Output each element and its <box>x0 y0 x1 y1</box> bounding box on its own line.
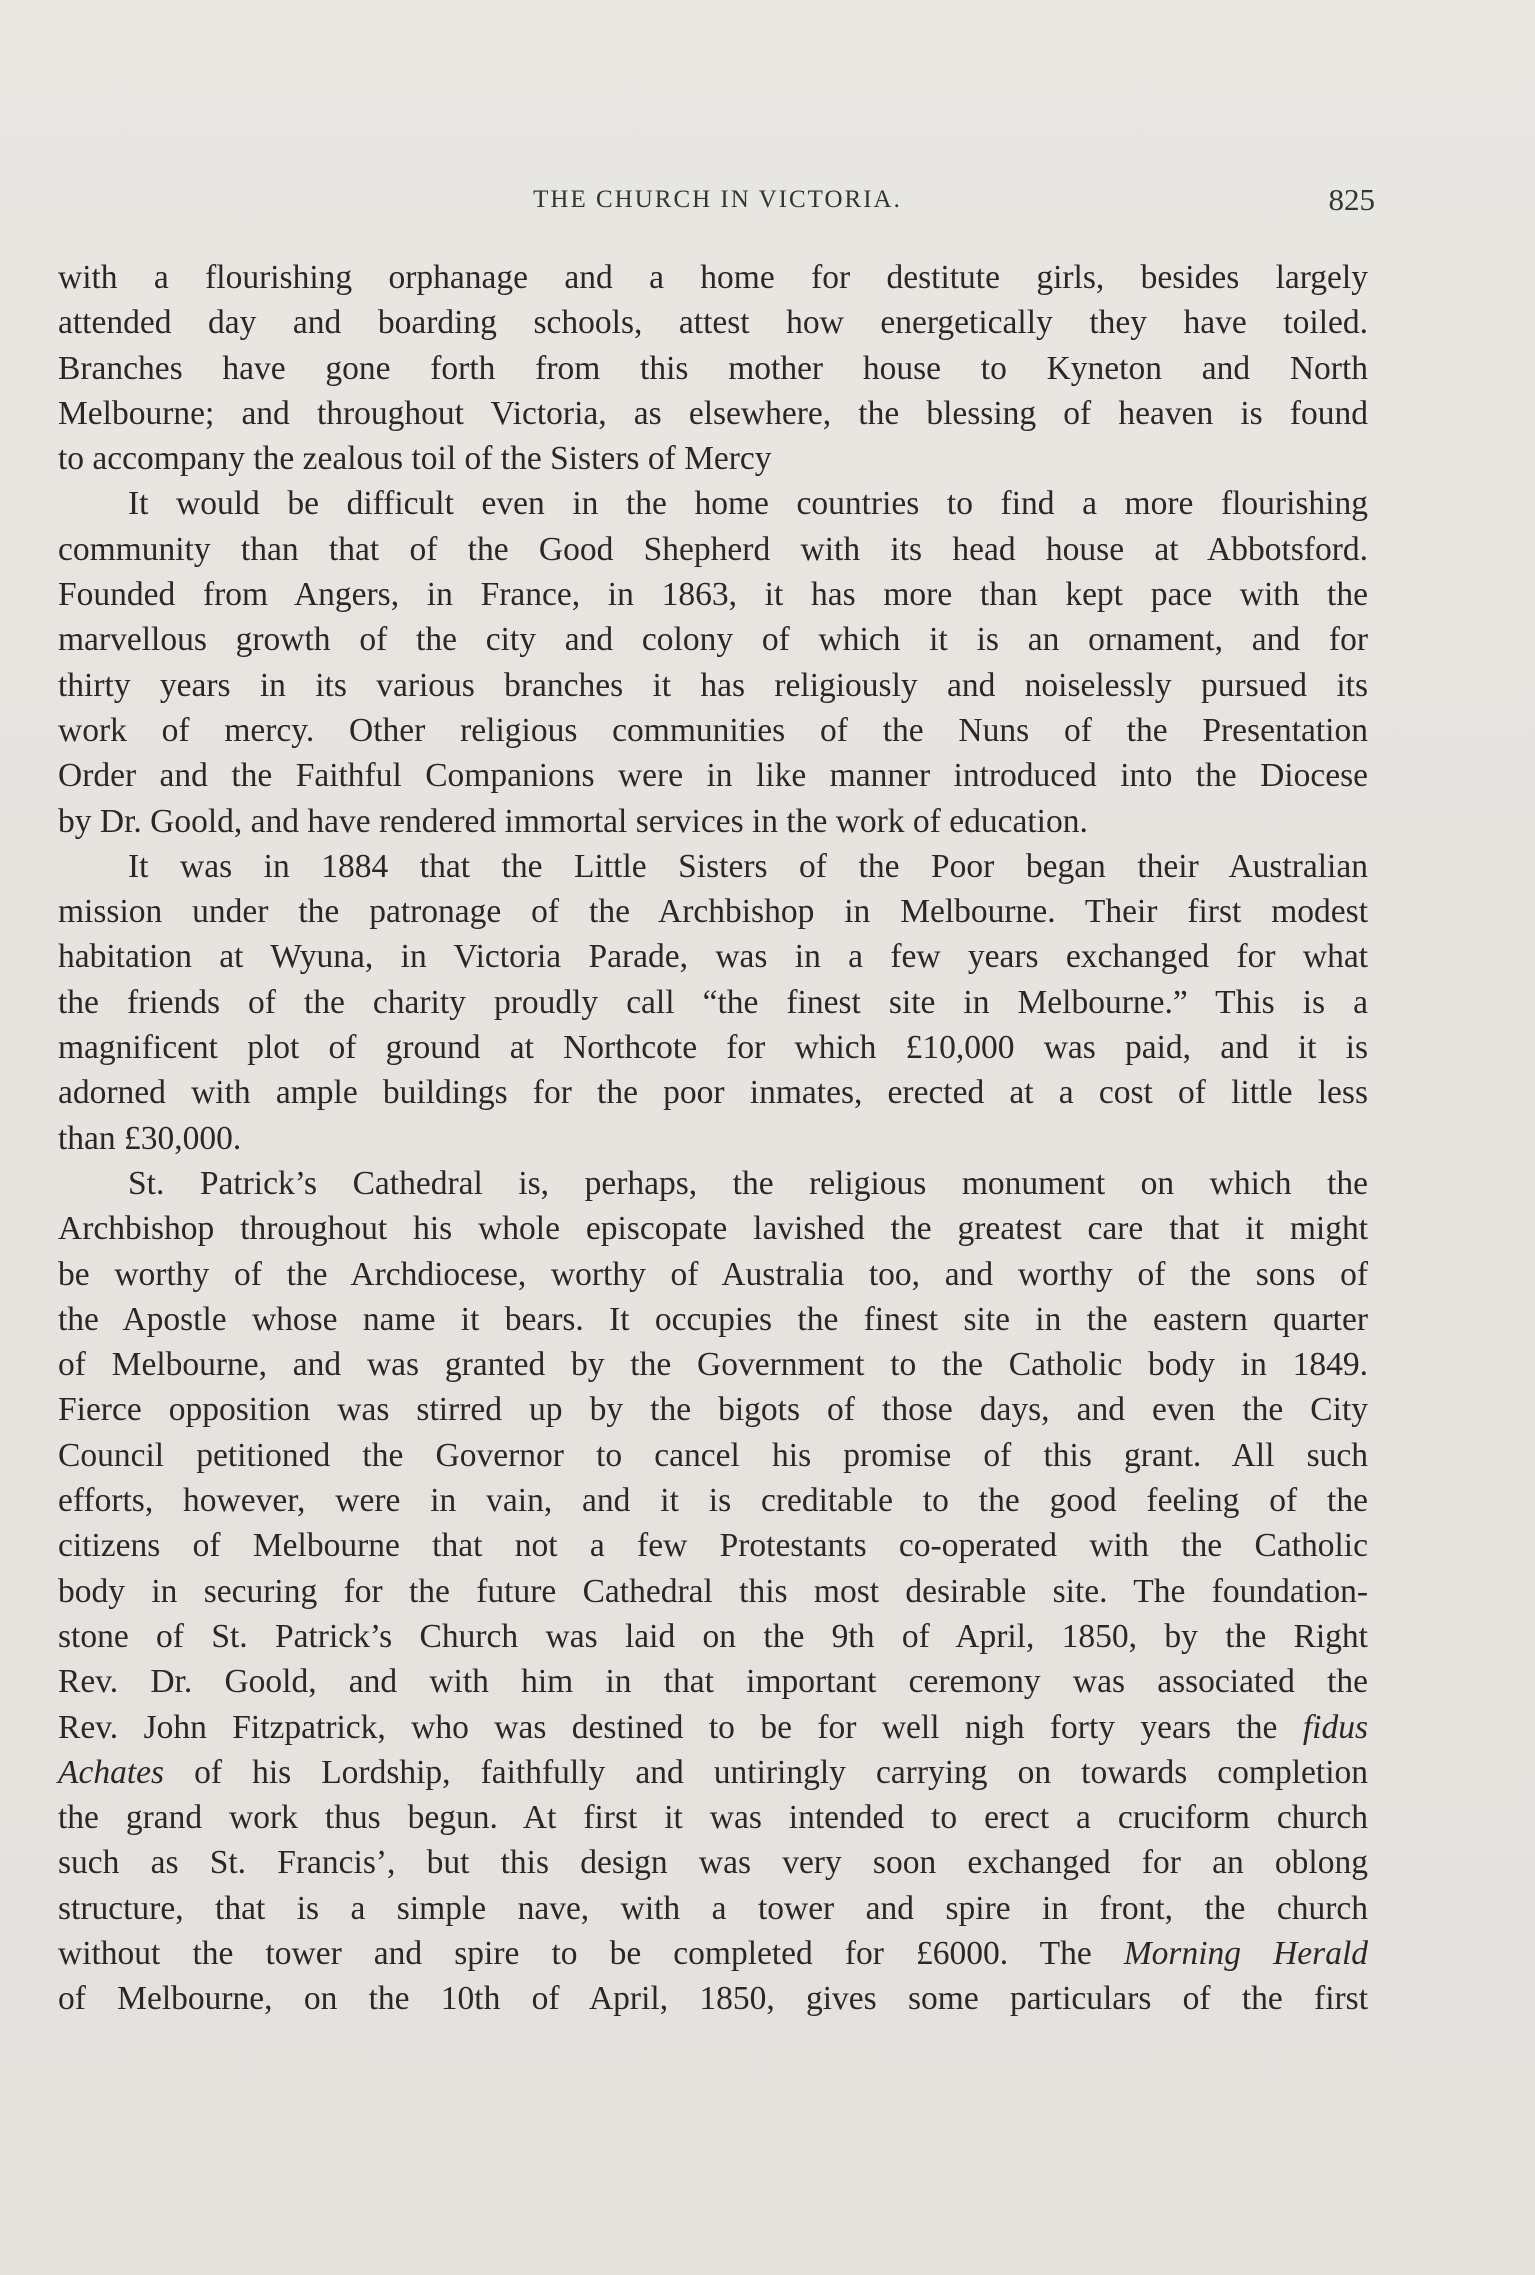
text-line: Council petitioned the Governor to cancel his promise of this grant. All such <box>58 1436 1368 1474</box>
text-line: attended day and boarding schools, attest how energetically they have toiled. <box>58 304 1368 342</box>
text-line: thirty years in its various branches it has religiously and noiselessly pursued its <box>58 666 1368 704</box>
text-line: adorned with ample buildings for the poor inmates, erected at a cost of little less <box>58 1074 1368 1112</box>
page-number: 825 <box>1328 182 1375 217</box>
text-line: mission under the patronage of the Archbishop in Melbourne. Their first modest <box>58 893 1368 931</box>
paragraph-2 <box>58 481 1368 843</box>
text-run: without the tower and spire to be completed for £6000. The <box>58 1934 1092 1972</box>
text-line: the Apostle whose name it bears. It occupies the finest site in the eastern quarter <box>58 1300 1368 1338</box>
text-line: St. Patrick’s Cathedral is, perhaps, the religious monument on which the <box>128 1164 1368 1202</box>
text-line: body in securing for the future Cathedral this most desirable site. The foundation- <box>58 1572 1368 1610</box>
text-run: of his Lordship, faithfully and untiringly carrying on towards completion <box>194 1753 1369 1791</box>
text-line: Archbishop throughout his whole episcopate lavished the greatest care that it might <box>58 1210 1368 1248</box>
text-line: the friends of the charity proudly call “the finest site in Melbourne.” This is a <box>58 983 1368 1021</box>
text-line: be worthy of the Archdiocese, worthy of Australia too, and worthy of the sons of <box>58 1255 1368 1293</box>
paragraph-3 <box>58 844 1368 1161</box>
text-line: magnificent plot of ground at Northcote for which £10,000 was paid, and it is <box>58 1029 1368 1067</box>
text-line: habitation at Wyuna, in Victoria Parade, was in a few years exchanged for what <box>58 938 1368 976</box>
text-line: Founded from Angers, in France, in 1863, it has more than kept pace with the <box>58 576 1368 614</box>
text-line: citizens of Melbourne that not a few Protestants co-operated with the Catholic <box>58 1527 1368 1565</box>
page-header <box>60 182 1375 230</box>
text-line: by Dr. Goold, and have rendered immortal services in the work of education. <box>58 802 1088 840</box>
text-line: Order and the Faithful Companions were in like manner introduced into the Diocese <box>58 757 1368 795</box>
text-line: Rev. Dr. Goold, and with him in that important ceremony was associated the <box>58 1663 1368 1701</box>
text-line <box>58 1931 1368 1976</box>
text-line: structure, that is a simple nave, with a tower and spire in front, the church <box>58 1889 1368 1927</box>
text-line <box>58 1705 1368 1750</box>
text-line: work of mercy. Other religious communities of the Nuns of the Presentation <box>58 711 1368 749</box>
italic-text: fidus <box>1302 1708 1369 1746</box>
text-line: Branches have gone forth from this mother house to Kyneton and North <box>58 349 1368 387</box>
text-line: of Melbourne, and was granted by the Government to the Catholic body in 1849. <box>58 1346 1368 1384</box>
text-line: such as St. Francis’, but this design was very soon exchanged for an oblong <box>58 1844 1368 1882</box>
text-line: It was in 1884 that the Little Sisters of the Poor began their Australian <box>128 847 1368 885</box>
text-line: than £30,000. <box>58 1119 242 1157</box>
text-line: Fierce opposition was stirred up by the bigots of those days, and even the City <box>58 1391 1368 1429</box>
text-run: Rev. John Fitzpatrick, who was destined to be for well nigh forty years the <box>58 1708 1278 1746</box>
paragraph-4 <box>58 1161 1368 2022</box>
paragraph-1 <box>58 255 1368 481</box>
text-line: community than that of the Good Shepherd with its head house at Abbotsford. <box>58 530 1368 568</box>
italic-text: Morning Herald <box>1123 1934 1369 1972</box>
body-text <box>58 255 1368 2022</box>
text-line: with a flourishing orphanage and a home for destitute girls, besides largely <box>58 259 1368 296</box>
text-line: marvellous growth of the city and colony of which it is an ornament, and for <box>58 621 1368 659</box>
text-line <box>58 1750 1368 1795</box>
text-line: It would be difficult even in the home countries to find a more flourishing <box>128 485 1368 523</box>
text-line: the grand work thus begun. At first it was intended to erect a cruciform church <box>58 1799 1368 1837</box>
text-line: of Melbourne, on the 10th of April, 1850, gives some particulars of the first <box>58 1980 1368 2018</box>
running-title: THE CHURCH IN VICTORIA. <box>533 186 902 213</box>
text-line: stone of St. Patrick’s Church was laid on the 9th of April, 1850, by the Right <box>58 1617 1368 1655</box>
text-line: efforts, however, were in vain, and it is creditable to the good feeling of the <box>58 1482 1368 1520</box>
text-line: to accompany the zealous toil of the Sisters of Mercy <box>58 440 772 478</box>
text-line: Melbourne; and throughout Victoria, as elsewhere, the blessing of heaven is found <box>58 394 1368 432</box>
italic-text: Achates <box>58 1753 165 1791</box>
